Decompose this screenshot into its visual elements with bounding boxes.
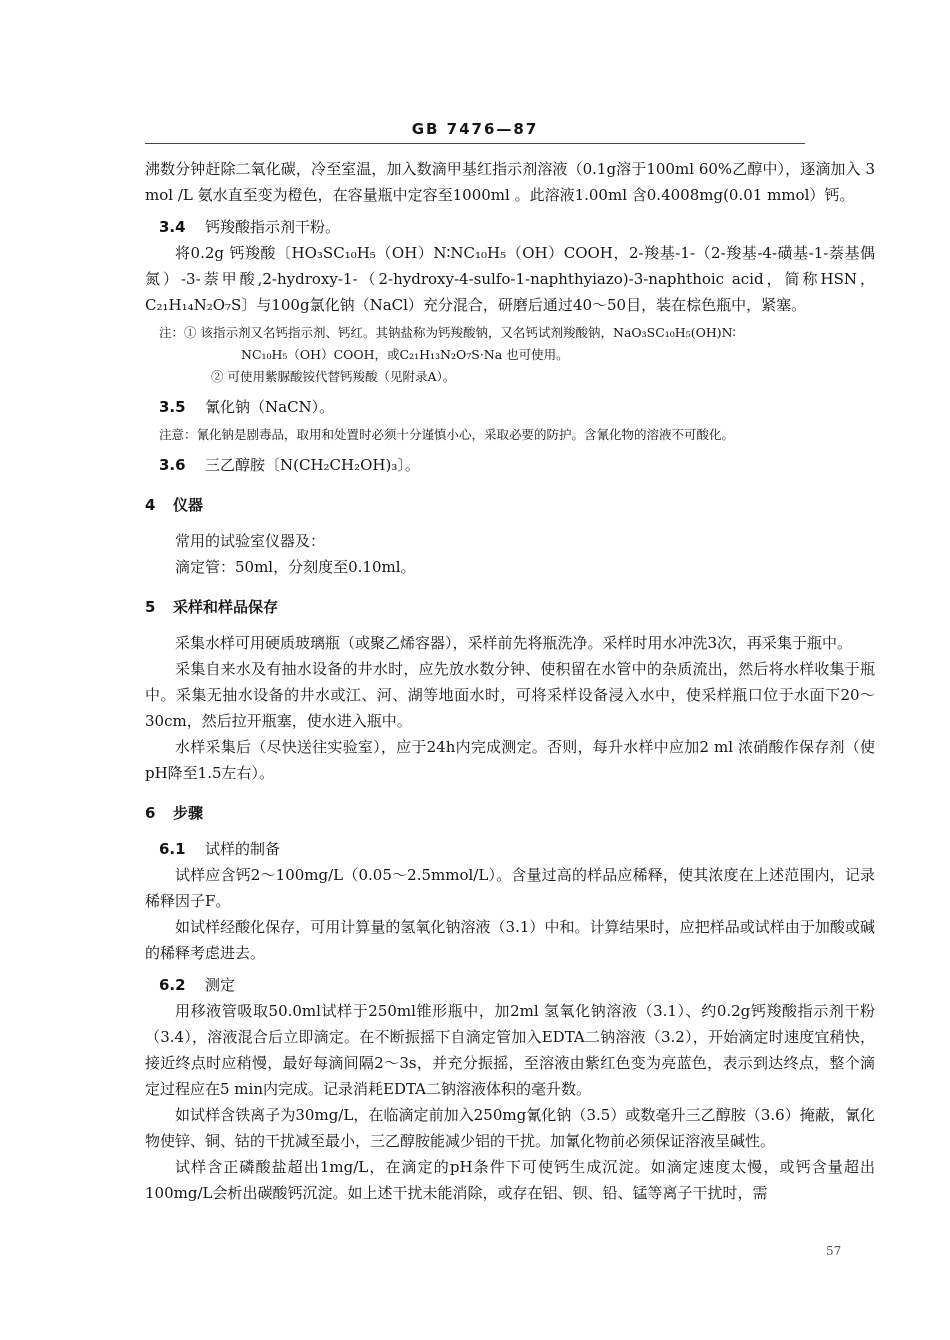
section-6-heading <box>145 800 875 826</box>
subsection-number: 3.4 <box>159 218 186 236</box>
paragraph: 试样含正磷酸盐超出1mg/L，在滴定的pH条件下可使钙生成沉淀。如滴定速度太慢，或钙含量超出100mg/L会析出碳酸钙沉淀。如上述干扰未能消除，或存在铝、钡、铅、锰等离子干扰时，需 <box>145 1158 875 1202</box>
subsection-title: 三乙醇胺〔N(CH₂CH₂OH)₃〕。 <box>205 456 420 474</box>
subsection-3-4 <box>145 214 875 240</box>
section-number: 4 <box>145 496 156 514</box>
page-number: 57 <box>826 1244 842 1258</box>
section-4-heading <box>145 492 875 518</box>
subsection-number: 3.6 <box>159 456 186 474</box>
subsection-3-6 <box>145 452 875 478</box>
paragraph: 试样应含钙2～100mg/L（0.05～2.5mmol/L）。含量过高的样品应稀释，使其浓度在上述范围内，记录稀释因子F。 <box>145 866 875 910</box>
paragraph: 采集自来水及有抽水设备的井水时，应先放水数分钟、使积留在水管中的杂质流出，然后将水样收集于瓶中。采集无抽水设备的井水或江、河、湖等地面水时，可将采样设备浸入水中，使采样瓶口位于水面下20～30cm，然后拉开瓶塞，使水进入瓶中。 <box>145 660 875 730</box>
paragraph-continuation: 沸数分钟赶除二氧化碳，冷至室温，加入数滴甲基红指示剂溶液（0.1g溶于100ml 60%乙醇中），逐滴加入 3 mol /L 氨水直至变为橙色，在容量瓶中定容至1000ml 。此溶液1.00ml 含0.4008mg(0.01 mmol）钙。 <box>145 160 875 204</box>
subsection-number: 6.1 <box>159 840 186 858</box>
subsection-title: 氰化钠（NaCN）。 <box>205 398 335 416</box>
note-indicator <box>145 322 875 388</box>
note-warning: 注意：氰化钠是剧毒品，取用和处置时必须十分谨慎小心，采取必要的防护。含氰化物的溶液不可酸化。 <box>159 427 735 442</box>
paragraph-indicator-preparation: 将0.2g 钙羧酸〔HO₃SC₁₀H₅（OH）N∶NC₁₀H₅（OH）COOH，2-羧基-1-（2-羧基-4-磺基-1-萘基偶氮）-3-萘甲酸,2-hydroxy-1-（2-hydroxy-4-sulfo-1-naphthyiazo)-3-naphthoic acid，简称HSN，C₂₁H₁₄N₂O₇S〕与100g氯化钠（NaCl）充分混合，研磨后通过40～50目，装在棕色瓶中，紧塞。 <box>145 244 875 314</box>
paragraph: 水样采集后（尽快送往实验室），应于24h内完成测定。否则，每升水样中应加2 ml 浓硝酸作保存剂（使pH降至1.5左右）。 <box>145 738 875 782</box>
subsection-number: 6.2 <box>159 976 186 994</box>
paragraph: 滴定管：50ml，分刻度至0.10ml。 <box>175 558 416 576</box>
note-line: NC₁₀H₅（OH）COOH，或C₂₁H₁₃N₂O₇S·Na 也可使用。 <box>241 347 569 362</box>
note-line: ② 可使用紫脲酸铵代替钙羧酸（见附录A）。 <box>211 369 456 384</box>
section-5-heading <box>145 594 875 620</box>
subsection-title: 钙羧酸指示剂干粉。 <box>205 218 341 236</box>
header-rule <box>145 143 805 144</box>
paragraph: 用移液管吸取50.0ml试样于250ml锥形瓶中，加2ml 氢氧化钠溶液（3.1）、约0.2g钙羧酸指示剂干粉（3.4），溶液混合后立即滴定。在不断振摇下自滴定管加入EDTA二钠溶液（3.2），开始滴定时速度宜稍快，接近终点时应稍慢，最好每滴间隔2～3s，并充分振摇，至溶液由紫红色变为亮蓝色，表示到达终点，整个滴定过程应在5 min内完成。记录消耗EDTA二钠溶液体积的毫升数。 <box>145 1002 875 1098</box>
section-title: 采样和样品保存 <box>173 598 279 616</box>
subsection-3-5 <box>145 394 875 420</box>
paragraph: 如试样含铁离子为30mg/L，在临滴定前加入250mg氰化钠（3.5）或数毫升三乙醇胺（3.6）掩蔽，氰化物使锌、铜、钴的干扰减至最小，三乙醇胺能减少铝的干扰。加氰化物前必须保证溶液呈碱性。 <box>145 1106 875 1150</box>
paragraph: 如试样经酸化保存，可用计算量的氢氧化钠溶液（3.1）中和。计算结果时，应把样品或试样由于加酸或碱的稀释考虑进去。 <box>145 918 875 962</box>
section-number: 5 <box>145 598 156 616</box>
section-number: 6 <box>145 804 156 822</box>
note-line: 该指示剂又名钙指示剂、钙红。其钠盐称为钙羧酸钠，又名钙试剂羧酸钠，NaO₃SC₁₀H₅(OH)N∶ <box>200 325 736 340</box>
document-body <box>145 156 875 1206</box>
subsection-number: 3.5 <box>159 398 186 416</box>
paragraph: 常用的试验室仪器及： <box>175 532 326 550</box>
paragraph: 采集水样可用硬质玻璃瓶（或聚乙烯容器），采样前先将瓶洗净。采样时用水冲洗3次，再采集于瓶中。 <box>175 634 853 652</box>
subsection-title: 测定 <box>205 976 236 994</box>
section-title: 步骤 <box>173 804 204 822</box>
subsection-6-1 <box>145 836 875 862</box>
section-title: 仪器 <box>173 496 204 514</box>
subsection-6-2 <box>145 972 875 998</box>
standard-code-header: GB 7476—87 <box>411 120 539 138</box>
note-label: 注：① <box>159 325 197 340</box>
subsection-title: 试样的制备 <box>205 840 281 858</box>
